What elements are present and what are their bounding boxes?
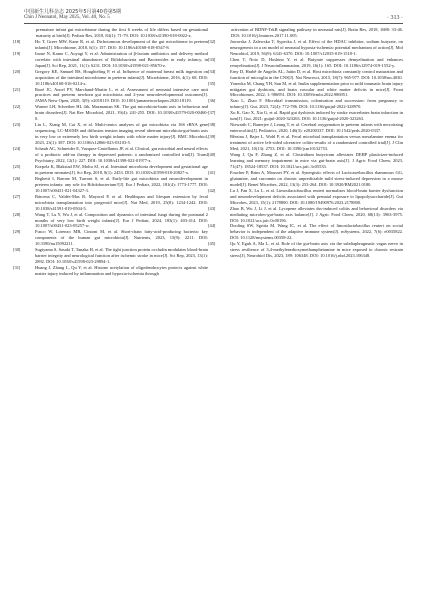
reference-text: Beghetti I, Barone M, Turroni S, et al. Early-life gut microbiota and neurodevelopment in preterm infants: any role for Bifidobacterium?[J]. Eur J Pediatr, 2022, 181(4): 1773-1777. DOI: 10.1007/s00431-021-04327-3. (35, 175, 208, 193)
reference-entry (13, 193, 208, 212)
reference-number: [19] (13, 50, 21, 56)
reference-entry (208, 38, 403, 57)
reference-entry (208, 187, 403, 206)
journal-title-en: Chin J Neonatol, May 2025, Vol. 40, No. 5 (24, 15, 110, 20)
reference-text: Wang T, Lu Y, Wu J, et al. Composition and dynamics of intestinal fungi during the postnatal 2 months of very low birth weight infants[J]. Eur J Pediatr, 2024, 183(1): 403-414. DOI: 10.1007/s00431-023-05257-w. (35, 211, 208, 229)
reference-number: [18] (13, 38, 21, 44)
reference-number: [36] (208, 98, 216, 104)
reference-entry (13, 38, 208, 51)
reference-entry (13, 265, 208, 277)
reference-entry (208, 134, 403, 152)
page-number: · 313 · (387, 15, 403, 21)
reference-entry (13, 211, 208, 230)
reference-text: Liu L, Xiang M, Cai X, et al. Multi-omics analyses of gut microbiota via 16S rRNA gene sequencing, LC-MS/MS and diffusion tension imaging reveal aberrant microbiota-gut-brain axis in very low or extremely low birth weight infants with white matter injury[J]. BMC Microbiol, 2023, 23(1): 387. DOI: 10.1186/s12866-023-03103-5. (35, 122, 208, 146)
reference-text: Gregory KE, Samuel BS, Houghteling P, et al. Influence of maternal breast milk ingestion on acquisition of the intestinal microbiome in preterm infants[J]. Microbiome, 2016, 4(1): 68. DOI: 10.1186/s40168-016-0214-x. (35, 68, 208, 86)
header-divider (24, 23, 403, 24)
reference-number: [20] (13, 68, 21, 74)
reference-entry (208, 205, 403, 224)
reference-entry (13, 163, 208, 176)
reference-text: Xiao L, Zhao F. Microbial transmission, colonisation and succession: from pregnancy to infancy[J]. Gut, 2023, 72(4): 772-786. DOI: 10.1136/gutjnl-2022-328970. (230, 98, 403, 110)
journal-citation (24, 9, 121, 21)
reference-text: Březina J, Bajer L, Wohl P, et al. Fecal microbial transplantation versus mesalamine enema for treatment of active left-sided ulcerative colitis-results of a randomized controlled trial[J]. J Clin Med, 2021, 10(13): 2753. DOI: 10.3390/jcm10132753. (230, 134, 403, 152)
reference-text: Inoue N, Kamo C, Aoyagi Y, et al. Administration of β-lactam antibiotics and delivery method correlate with intestinal abundances of Bifidobacteria and Bacteroides in early infancy, in Japan[J]. Sci Rep, 2021, 11(1): 6231. DOI: 10.1038/s41598-021-85670-z. (35, 50, 208, 68)
reference-entry (13, 247, 208, 265)
reference-entry (208, 56, 403, 69)
reference-number: [32] (208, 38, 216, 44)
journal-title-cn: 中国新生儿科杂志 2025年5月第40卷第5期 (24, 9, 122, 15)
reference-text: Chen T, Noto D, Hoshino Y, et al. Butyrate suppresses demyelination and enhances remyelination[J]. J Neuroinflammation, 2019, 16(1): 165. DOI: 10.1186/s12974-019-1552-y. (230, 56, 403, 68)
reference-number: [22] (13, 104, 21, 110)
reference-number: [30] (13, 247, 21, 253)
reference-text: Bárcena C, Valdés-Mas R, Mayoral P, et al. Healthspan and lifespan extension by fecal microbiota transplantation into progeroid mice[J]. Nat Med, 2019, 25(8): 1234-1242. DOI: 10.1038/s41591-019-0504-5. (35, 193, 208, 211)
reference-number: [29] (13, 229, 21, 235)
reference-number: [21] (13, 86, 21, 92)
reference-text: Foucher P, Brim A, Mousset PY, et al. Synergistic effects of Lacticaseibacillus rhamnosus GG, glutamine, and curcumin on chronic unpredictable mild stress-induced depression in a mouse model[J]. Benef Microbes, 2022, 13(3): 253-264. DOI: 10.3920/BM2021.0180. (230, 169, 403, 187)
reference-entry-continued (219, 27, 403, 39)
reference-text: Wang J, Qu F, Zhang Z, et al. Clostridium butyricum alleviates DEHP plasticizer-induced learning and memory impairment in mice via gut-brain axis[J]. J Agric Food Chem, 2023, 71(47): 18524-18537. DOI: 10.1021/acs.jafc.3c05533. (230, 152, 403, 169)
reference-number: [44] (208, 223, 216, 229)
reference-column-right (208, 27, 403, 595)
reference-entry (208, 223, 403, 241)
reference-number: [24] (13, 146, 21, 152)
reference-text: Niewarth C, Banerjee J, Leung T, et al. Cerebral oxygenation in preterm infants with necrotizing enterocolitis[J]. Pediatrics, 2020, 146(3): e20200337. DOI: 10.1542/peds.2020-0337. (230, 122, 403, 134)
reference-text: Huang J, Zhang L, Qu Y, et al. Histone acetylation of oligodendrocytes protects against white matter injury induced by inflammation and hypoxia-ischemia through (35, 265, 208, 277)
reference-number: [27] (13, 193, 21, 199)
reference-entry (208, 152, 403, 170)
reference-text: Jaworska J, Zalewska T, Sypecka J, et al. Effect of the HDAC inhibitor, sodium butyrate, on neurogenesis in a rat model of neonatal hypoxia-ischemia: potential mechanism of action[J]. Mol Neurobiol, 2019, 56(9): 6341-6370. DOI: 10.1007/s12035-019-1518-1. (230, 38, 403, 56)
reference-number: [41] (208, 169, 216, 175)
reference-text: Korpela K, Blakstad EW, Moltu SJ, et al. Intestinal microbiota development and gestational age in preterm neonates[J]. Sci Rep, 2018, 8(1): 2453. DOI: 10.1038/s41598-018-20827-x. (35, 163, 208, 175)
reference-number: [31] (13, 265, 21, 271)
reference-text: Schaub AC, Schneider E, Vazquez-Castellanos JF, et al. Clinical, gut microbial and neural effects of a probiotic add-on therapy in depressed patients: a randomized controlled trial[J]. Transl Psychiatry, 2022, 12(1): 227. DOI: 10.1038/s41398-022-01977-z. (35, 146, 208, 163)
reference-entry (208, 169, 403, 188)
reference-text: activation of BDNF-TrkB signaling pathway in neonatal rats[J]. Brain Res, 2018, 1688: 33-46. DOI: 10.1016/j.brainres.2017.11.005. (231, 27, 403, 38)
reference-list (13, 27, 403, 595)
reference-entry (208, 241, 403, 259)
reference-entry (13, 68, 208, 87)
reference-text: Fusco W, Lorenzo MB, Cintoni M, et al. Short-chain fatty-acid-producing bacteria: key components of the human gut microbiota[J]. Nutrients, 2023, 15(9): 2211. DOI: 10.3390/nu15092211. (35, 229, 208, 247)
reference-text: Qu Y, Egub A, Ma L, et al. Role of the gut-brain axis via the subdiaphragmatic vagus nerve in stress resilience of 3,4-methylenedioxymethamphetamine in mice exposed to chronic restrain stress[J]. Neurobiol Dis, 2023, 189: 106348. DOI: 10.1016/j.nbd.2023.106348. (230, 241, 403, 259)
reference-column-left (13, 27, 208, 595)
reference-number: [39] (208, 134, 216, 140)
reference-entry (13, 104, 208, 122)
reference-entry (13, 175, 208, 194)
reference-entry (13, 50, 208, 69)
reference-entry (208, 68, 403, 81)
reference-number: [23] (13, 122, 21, 128)
reference-text: Sugiyama S, Sasaki T, Tanaka H, et al. The tight junction protein occludin modulates blood-brain barrier integrity and neurological function after ischemic stroke in mice[J]. Sci Rep, 2023, 13(1): 2892. DOI: 10.1038/s41598-023-29894-1. (35, 247, 208, 265)
reference-number: [40] (208, 152, 216, 158)
reference-number: [34] (208, 68, 216, 74)
reference-number: [45] (208, 241, 216, 247)
reference-entry-continued (24, 27, 208, 39)
reference-text: Erny D, Hrabě de Angelis AL, Jaitin D, et al. Host microbiota constantly control maturation and function of microglia in the CNS[J]. Nat Neurosci, 2015, 18(7): 965-977. DOI: 10.1038/nn.4030. (230, 68, 403, 80)
reference-number: [37] (208, 110, 216, 116)
reference-number: [38] (208, 122, 216, 128)
reference-text: Warner LH, Schreiber HL 4th, Mazmanian SK. The gut microbiota-brain axis in behaviour and brain disorders[J]. Nat Rev Microbiol, 2021, 19(4): 241-255. DOI: 10.1038/s41579-020-00460-0. (35, 104, 208, 122)
reference-entry (208, 110, 403, 122)
reference-number: [28] (13, 211, 21, 217)
reference-number: [43] (208, 205, 216, 211)
reference-entry (13, 146, 208, 164)
reference-entry (13, 86, 208, 105)
reference-entry (208, 80, 403, 99)
running-header (24, 9, 403, 21)
reference-text: Xu K, Gao X, Xia G, et al. Rapid gut dysbiosis induced by stroke exacerbates brain infarction in turn[J]. Gut, 2021: gutjnl-2020-323263. DOI: 10.1136/gutjnl-2020-323263. (230, 110, 403, 122)
reference-entry (13, 122, 208, 146)
reference-number: [25] (13, 163, 21, 169)
reference-text: Yoneoka M, Chang YH, Sun M, et al. Inulin supplementation prior to mild traumatic brain injury mitigates gut dysbiosis, and brain vascular and white matter deficits in mice[J]. Front Microbiomes, 2022, 1: 986951. DOI: 10.3389/frmbi.2022.986951. (230, 80, 403, 98)
reference-text: Lu J, Fan X, Lu L, et al. Limosilactobacillus reuteri normalizes blood-brain barrier dysfunction and neurodevelopment deficits associated with prenatal exposure to lipopolysaccharide[J]. Gut Microbes, 2023, 15(1): 2178800. DOI: 10.1080/19490976.2023.2178800. (230, 187, 403, 205)
reference-text: Ho T, Greer MW, Kane R, et al. Dichotomous development of the gut microbiome in preterm infants[J]. Microbiome, 2018, 6(1): 157. DOI: 10.1186/s40168-018-0547-8. (35, 38, 208, 50)
reference-text: Rozé JC, Ancel PY, Marchand-Martin L, et al. Assessment of neonatal intensive care unit practices and preterm newborn gut microbiota and 2-year neurodevelopmental outcomes[J]. JAMA Netw Open, 2020, 3(9): e2018119. DOI: 10.1001/jamanetworkopen.2020.18119. (35, 86, 208, 104)
reference-entry (13, 229, 208, 247)
reference-entry (208, 98, 403, 110)
reference-text: premature infant gut microbiome during the first 6 weeks of life differs based on gestational maturity at birth[J]. Pediatr Res, 2018, 84(1): 71-79. DOI: 10.1038/s41390-018-0022-z. (36, 27, 208, 38)
reference-text: Dooling SW, Sgritta M, Wang IC, et al. The effect of limosilactobacillus reuteri on social behavior is independent of the adaptive immune system[J]. mSystems, 2022, 7(6): e0035822. DOI: 10.1128/msystems.00358-22. (230, 223, 403, 241)
reference-entry (208, 122, 403, 134)
reference-number: [35] (208, 80, 216, 86)
reference-number: [33] (208, 56, 216, 62)
reference-number: [26] (13, 175, 21, 181)
reference-number: [42] (208, 187, 216, 193)
reference-text: Zhao B, Wu J, Li J, et al. Lycopene alleviates dss-induced colitis and behavioral disorders via mediating microbes-gut-brain axis balance[J]. J Agric Food Chem, 2020, 68(13): 3963-3975. DOI: 10.1021/acs.jafc.0c00196. (230, 205, 403, 223)
